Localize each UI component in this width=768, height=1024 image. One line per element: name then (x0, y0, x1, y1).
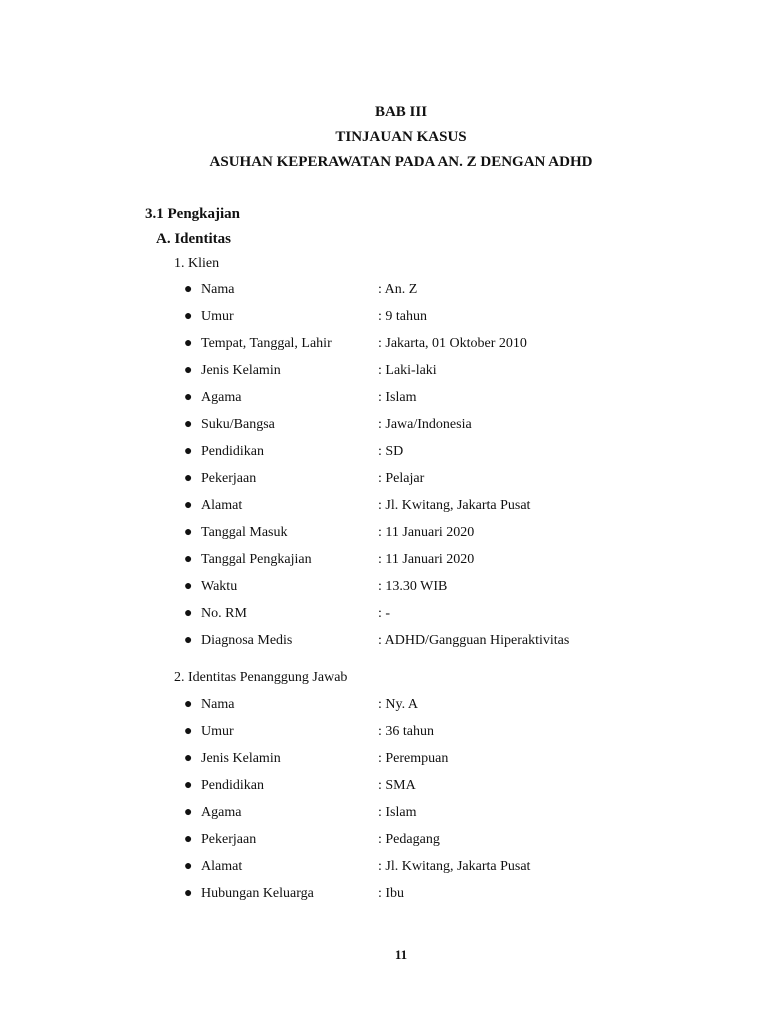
bullet-icon: ● (184, 697, 193, 712)
item-label: Nama (201, 282, 235, 297)
item-value: : Pelajar (378, 471, 425, 486)
bullet-icon: ● (184, 525, 193, 540)
item-value: : - (378, 606, 391, 621)
item-value: : Jl. Kwitang, Jakarta Pusat (378, 859, 531, 874)
item-value: : 11 Januari 2020 (378, 525, 475, 540)
bullet-icon: ● (184, 444, 193, 459)
bullet-icon: ● (184, 778, 193, 793)
bullet-icon: ● (184, 633, 193, 648)
item-label: Hubungan Keluarga (201, 886, 314, 901)
item-label: Suku/Bangsa (201, 417, 275, 432)
bullet-icon: ● (184, 886, 193, 901)
chapter-heading: BAB III (374, 104, 428, 120)
item-label: Alamat (201, 859, 243, 874)
item-label: Umur (201, 309, 234, 324)
bullet-icon: ● (184, 579, 193, 594)
bullet-icon: ● (184, 417, 193, 432)
bullet-icon: ● (184, 832, 193, 847)
item-value: : SD (378, 444, 404, 459)
item-value: : ADHD/Gangguan Hiperaktivitas (378, 633, 570, 648)
bullet-icon: ● (184, 805, 193, 820)
bullet-icon: ● (184, 498, 193, 513)
item-value: : SMA (378, 778, 416, 793)
item-label: Tanggal Pengkajian (201, 552, 312, 567)
item-value: : 13.30 WIB (378, 579, 448, 594)
bullet-icon: ● (184, 282, 193, 297)
bullet-icon: ● (184, 309, 193, 324)
item-value: : Islam (378, 390, 417, 405)
item-value: : Pedagang (378, 832, 440, 847)
item-label: Agama (201, 390, 242, 405)
bullet-icon: ● (184, 552, 193, 567)
item-value: : An. Z (378, 282, 418, 297)
guardian-list-title: 2. Identitas Penanggung Jawab (174, 670, 348, 685)
item-label: Jenis Kelamin (201, 363, 281, 378)
item-value: : Laki-laki (378, 363, 437, 378)
item-label: Pekerjaan (201, 471, 257, 486)
bullet-icon: ● (184, 606, 193, 621)
item-value: : Jawa/Indonesia (378, 417, 472, 432)
item-label: No. RM (201, 606, 247, 621)
item-value: : 36 tahun (378, 724, 434, 739)
bullet-icon: ● (184, 363, 193, 378)
subsection-title: A. Identitas (156, 231, 232, 247)
item-value: : Ibu (378, 886, 405, 901)
item-label: Pendidikan (201, 444, 264, 459)
item-label: Waktu (201, 579, 238, 594)
item-label: Agama (201, 805, 242, 820)
bullet-icon: ● (184, 390, 193, 405)
item-label: Nama (201, 697, 235, 712)
item-value: : 11 Januari 2020 (378, 552, 475, 567)
item-value: : 9 tahun (378, 309, 427, 324)
item-value: : Jl. Kwitang, Jakarta Pusat (378, 498, 531, 513)
page-number: 11 (394, 947, 408, 962)
bullet-icon: ● (184, 724, 193, 739)
item-label: Diagnosa Medis (201, 633, 293, 648)
chapter-title: TINJAUAN KASUS (335, 129, 467, 145)
item-label: Umur (201, 724, 234, 739)
bullet-icon: ● (184, 336, 193, 351)
item-value: : Perempuan (378, 751, 449, 766)
item-label: Tempat, Tanggal, Lahir (201, 336, 332, 351)
bullet-icon: ● (184, 751, 193, 766)
bullet-icon: ● (184, 471, 193, 486)
item-label: Jenis Kelamin (201, 751, 281, 766)
item-label: Pendidikan (201, 778, 264, 793)
item-label: Pekerjaan (201, 832, 257, 847)
item-label: Tanggal Masuk (201, 525, 288, 540)
bullet-icon: ● (184, 859, 193, 874)
chapter-subtitle: ASUHAN KEPERAWATAN PADA AN. Z DENGAN ADHD (209, 154, 593, 170)
item-value: : Jakarta, 01 Oktober 2010 (378, 336, 527, 351)
item-label: Alamat (201, 498, 243, 513)
section-title: 3.1 Pengkajian (145, 206, 241, 222)
item-value: : Ny. A (378, 697, 418, 712)
item-value: : Islam (378, 805, 417, 820)
client-list-title: 1. Klien (174, 256, 220, 271)
